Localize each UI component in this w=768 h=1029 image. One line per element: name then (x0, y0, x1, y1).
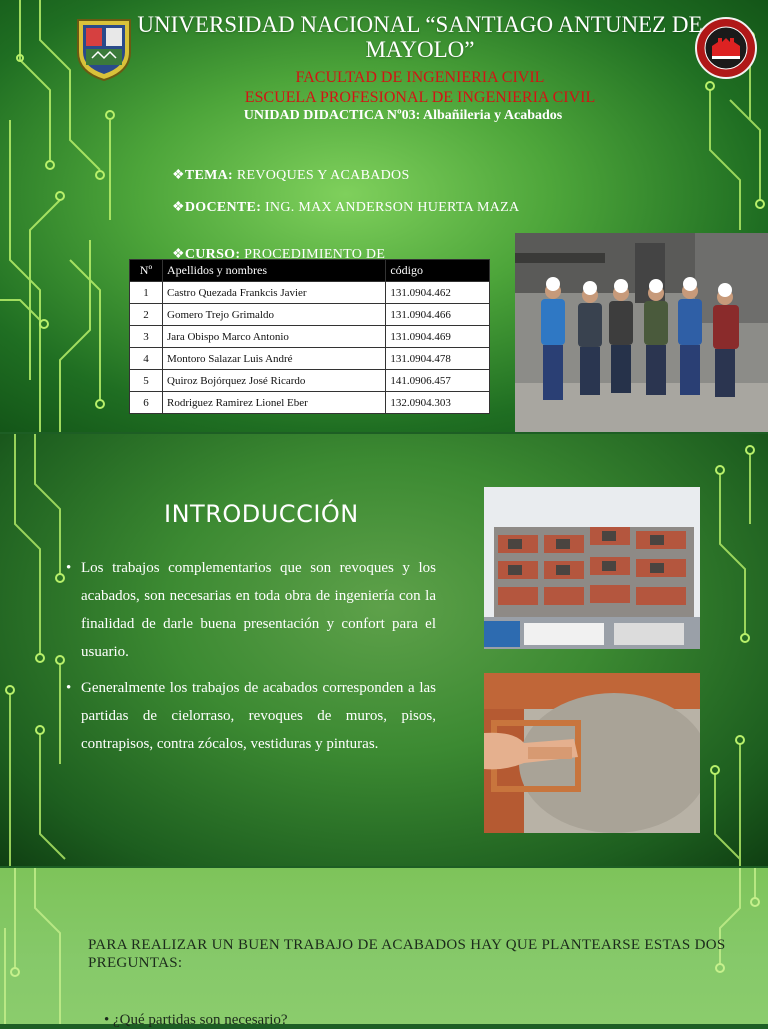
question-1-text: ¿Qué partidas son necesario? (113, 1012, 288, 1028)
tema-line (172, 167, 410, 184)
row-name: Montoro Salazar Luis André (163, 348, 386, 370)
table-row (130, 326, 490, 348)
faculty-name (130, 68, 710, 108)
table-row (130, 304, 490, 326)
bullet-2-text: Generalmente los trabajos de acabados corresponden a las partidas de cielorraso, revoques de muros, pisos, contrapisos, contra zócalos, vestiduras y pinturas. (81, 680, 436, 752)
row-number: 3 (130, 326, 163, 348)
row-name: Rodriguez Ramirez Lionel Eber (163, 392, 386, 414)
question-item-1 (104, 1012, 288, 1029)
bullet-dot-icon: • (66, 560, 72, 576)
university-shield-logo (74, 16, 134, 82)
group-photo (515, 233, 768, 432)
students-table (129, 259, 490, 414)
docente-value: ING. MAX ANDERSON HUERTA MAZA (264, 200, 520, 215)
docente-label: DOCENTE: (184, 200, 262, 215)
row-number: 6 (130, 392, 163, 414)
docente-line (172, 197, 522, 219)
bullet-dot-icon: • (104, 1012, 114, 1028)
row-number: 4 (130, 348, 163, 370)
row-number: 5 (130, 370, 163, 392)
row-number: 2 (130, 304, 163, 326)
table-row (130, 392, 490, 414)
diamond-bullet-icon: ❖ (172, 247, 185, 258)
tema-label: TEMA: (184, 168, 234, 183)
bullet-1-text: Los trabajos complementarios que son revoques y los acabados, son necesarias en toda obra de ingeniería con la finalidad de darle buena presentación y confort para el usuario. (81, 560, 436, 660)
tema-value: REVOQUES Y ACABADOS (236, 168, 410, 183)
curso-line (172, 246, 385, 258)
faculty-line: FACULTAD DE INGENIERIA CIVIL (295, 69, 545, 86)
table-header-row (130, 260, 490, 282)
building-photo (484, 487, 700, 649)
row-name: Jara Obispo Marco Antonio (163, 326, 386, 348)
table-row (130, 348, 490, 370)
row-number: 1 (130, 282, 163, 304)
row-name: Quiroz Bojórquez José Ricardo (163, 370, 386, 392)
header-number: Nº (130, 260, 163, 282)
plastering-photo (484, 673, 700, 833)
row-name: Gomero Trejo Grimaldo (163, 304, 386, 326)
header-code: código (386, 260, 490, 282)
row-code: 132.0904.303 (386, 392, 490, 414)
header-name: Apellidos y nombres (163, 260, 386, 282)
diamond-bullet-icon: ❖ (172, 200, 185, 215)
row-code: 141.0906.457 (386, 370, 490, 392)
row-code: 131.0904.469 (386, 326, 490, 348)
school-line: ESCUELA PROFESIONAL DE INGENIERIA CIVIL (244, 89, 596, 106)
row-code: 131.0904.462 (386, 282, 490, 304)
slide-cover (0, 0, 768, 432)
row-code: 131.0904.466 (386, 304, 490, 326)
table-row (130, 370, 490, 392)
row-code: 131.0904.478 (386, 348, 490, 370)
bullet-paragraph-2 (66, 674, 436, 758)
curso-label: CURSO: (184, 247, 241, 258)
university-title: UNIVERSIDAD NACIONAL “SANTIAGO ANTUNEZ DE MAYOLO” (137, 12, 703, 62)
row-name: Castro Quezada Frankcis Javier (163, 282, 386, 304)
circuit-decoration-left (0, 868, 80, 1024)
intro-title: INTRODUCCIÓN (164, 500, 359, 528)
table-row (130, 282, 490, 304)
bullet-dot-icon: • (66, 680, 72, 696)
bullet-paragraph-1 (66, 554, 436, 666)
slide-introduction (0, 434, 768, 866)
questions-title: PARA REALIZAR UN BUEN TRABAJO DE ACABADOS HAY QUE PLANTEARSE ESTAS DOS PREGUNTAS: (88, 937, 726, 971)
diamond-bullet-icon: ❖ (172, 168, 185, 183)
circuit-decoration-right (700, 434, 768, 866)
unidad-didactica: UNIDAD DIDACTICA Nº03: Albañileria y Acabados (243, 108, 563, 123)
curso-value: PROCEDIMIENTO DE (244, 247, 386, 258)
